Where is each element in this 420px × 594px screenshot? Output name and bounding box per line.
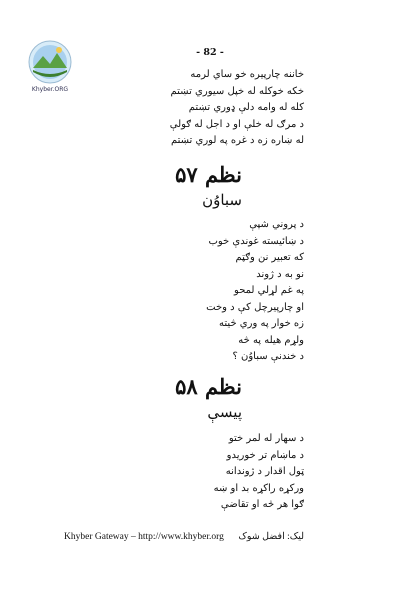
poem-57-subtitle: سباوُن [202, 191, 242, 209]
poem-58-body [214, 431, 304, 514]
verse-line: د مرګ له خلې او د اجل له ګولې [169, 118, 304, 130]
logo-caption: Khyber.ORG [31, 86, 69, 93]
verse-line: نو به د ژوند [256, 268, 304, 280]
poem-57-body [206, 217, 304, 366]
stanza-top [170, 67, 304, 150]
verse-line: په غم لړلي لمحو [234, 285, 304, 296]
verse-line: که تعبیر نن وګټم [235, 252, 304, 263]
verse-line: خکه خوکله له خپل سیوري تښتم [170, 85, 304, 97]
verse-line: د خندنې سباوُن ؟ [232, 351, 304, 362]
verse-line: ولړم هیله په څه [238, 334, 304, 346]
verse-line: ورکړه راکړه بد او ښه [213, 482, 304, 494]
footer-author: لیک: افضل شوک [238, 532, 304, 542]
khyber-logo-icon [26, 38, 74, 86]
verse-line: د ماښام تر خوریدو [226, 449, 304, 461]
verse-line: د ښائیسته غوندې خوب [208, 235, 304, 247]
verse-line: کله له وامه دلې ډوري تښتم [188, 102, 304, 113]
verse-line: او چارپیرچل کې د وخت [206, 301, 304, 313]
verse-line: له ښاره زه د غره په لوري تښتم [170, 135, 304, 146]
verse-line: د سهار له لمر ختو [228, 433, 304, 444]
poem-57-title: نظم ۵۷ [175, 162, 242, 187]
page-number: - 82 - [196, 47, 224, 58]
verse-line: ټول اقدار د ژوندانه [225, 466, 304, 477]
verse-line: زه خوار په وري څیته [219, 318, 304, 329]
verse-line: د پروني شپې [249, 219, 304, 230]
verse-line: خاننه چارپیره خو ساي لرمه [190, 69, 304, 80]
poem-58-title: نظم ۵۸ [175, 374, 242, 399]
poem-58-subtitle: پیسې [207, 403, 242, 421]
footer-source: Khyber Gateway – http://www.khyber.org [64, 532, 224, 542]
verse-line: ګوا هر څه او تقاضې [220, 499, 304, 510]
